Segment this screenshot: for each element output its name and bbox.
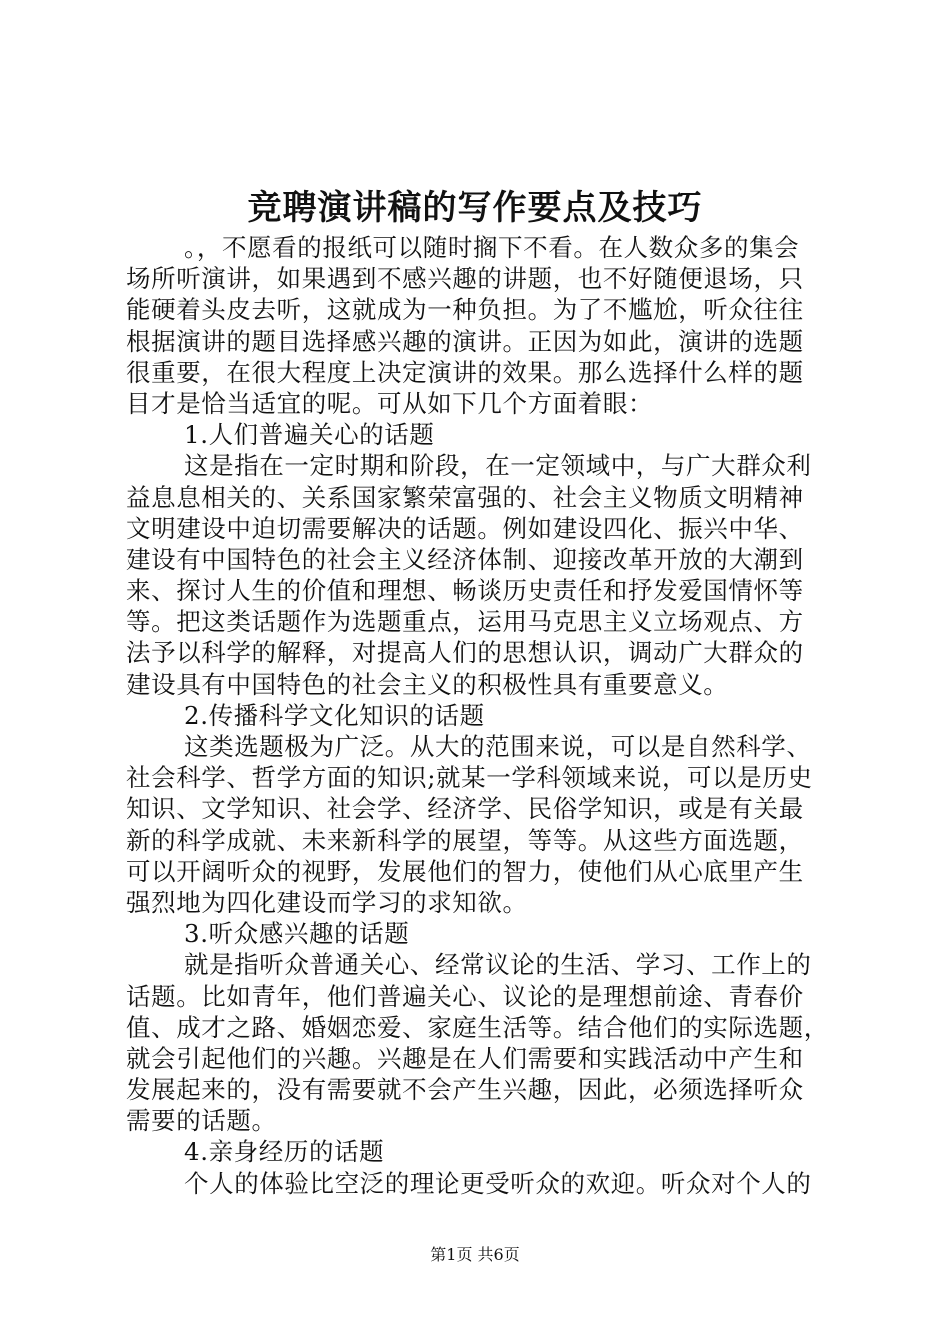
body-line: 能硬着头皮去听，这就成为一种负担。为了不尴尬，听众往往 <box>126 295 804 325</box>
section-heading: 4.亲身经历的话题 <box>184 1137 385 1167</box>
document-body <box>126 232 832 1199</box>
body-line: 场所听演讲，如果遇到不感兴趣的讲题，也不好随便退场，只 <box>126 264 804 294</box>
body-line: 就是指听众普通关心、经常议论的生活、学习、工作上的 <box>184 950 812 980</box>
body-line: 文明建设中迫切需要解决的话题。例如建设四化、振兴中华、 <box>126 513 804 543</box>
body-line: 知识、文学知识、社会学、经济学、民俗学知识，或是有关最 <box>126 794 804 824</box>
body-line: 法予以科学的解释，对提高人们的思想认识，调动广大群众的 <box>126 638 804 668</box>
body-line: 等。把这类话题作为选题重点，运用马克思主义立场观点、方 <box>126 607 804 637</box>
body-line: 益息息相关的、关系国家繁荣富强的、社会主义物质文明精神 <box>126 482 804 512</box>
body-line: 目才是恰当适宜的呢。可从如下几个方面着眼： <box>126 388 654 418</box>
section-heading: 3.听众感兴趣的话题 <box>184 919 410 949</box>
body-line: 个人的体验比空泛的理论更受听众的欢迎。听众对个人的 <box>184 1168 812 1198</box>
body-line: 就会引起他们的兴趣。兴趣是在人们需要和实践活动中产生和 <box>126 1043 804 1073</box>
page-footer: 第1页 共6页 <box>430 1245 520 1264</box>
body-line: 建设有中国特色的社会主义经济体制、迎接改革开放的大潮到 <box>126 544 804 574</box>
body-line: 建设具有中国特色的社会主义的积极性具有重要意义。 <box>126 669 729 699</box>
body-line: 根据演讲的题目选择感兴趣的演讲。正因为如此，演讲的选题 <box>126 326 804 356</box>
body-line: 新的科学成就、未来新科学的展望，等等。从这些方面选题， <box>126 825 804 855</box>
section-heading: 1.人们普遍关心的话题 <box>184 420 435 450</box>
body-line: 很重要，在很大程度上决定演讲的效果。那么选择什么样的题 <box>126 357 804 387</box>
body-line: 可以开阔听众的视野，发展他们的智力，使他们从心底里产生 <box>126 856 804 886</box>
body-line: 。，不愿看的报纸可以随时搁下不看。在人数众多的集会 <box>184 233 800 262</box>
body-line: 这是指在一定时期和阶段，在一定领域中，与广大群众利 <box>184 451 812 481</box>
body-line: 社会科学、哲学方面的知识;就某一学科领域来说，可以是历史 <box>126 763 813 793</box>
body-line: 强烈地为四化建设而学习的求知欲。 <box>126 887 528 917</box>
document-title: 竞聘演讲稿的写作要点及技巧 <box>247 188 703 228</box>
section-heading: 2.传播科学文化知识的话题 <box>184 700 485 730</box>
body-line: 需要的话题。 <box>126 1106 277 1136</box>
body-line: 话题。比如青年，他们普遍关心、议论的是理想前途、青春价 <box>126 981 804 1011</box>
body-line: 来、探讨人生的价值和理想、畅谈历史责任和抒发爱国情怀等 <box>126 576 804 606</box>
body-line: 值、成才之路、婚姻恋爱、家庭生活等。结合他们的实际选题， <box>126 1012 829 1042</box>
body-line: 这类选题极为广泛。从大的范围来说，可以是自然科学、 <box>184 732 812 761</box>
body-line: 发展起来的，没有需要就不会产生兴趣，因此，必须选择听众 <box>126 1075 804 1105</box>
